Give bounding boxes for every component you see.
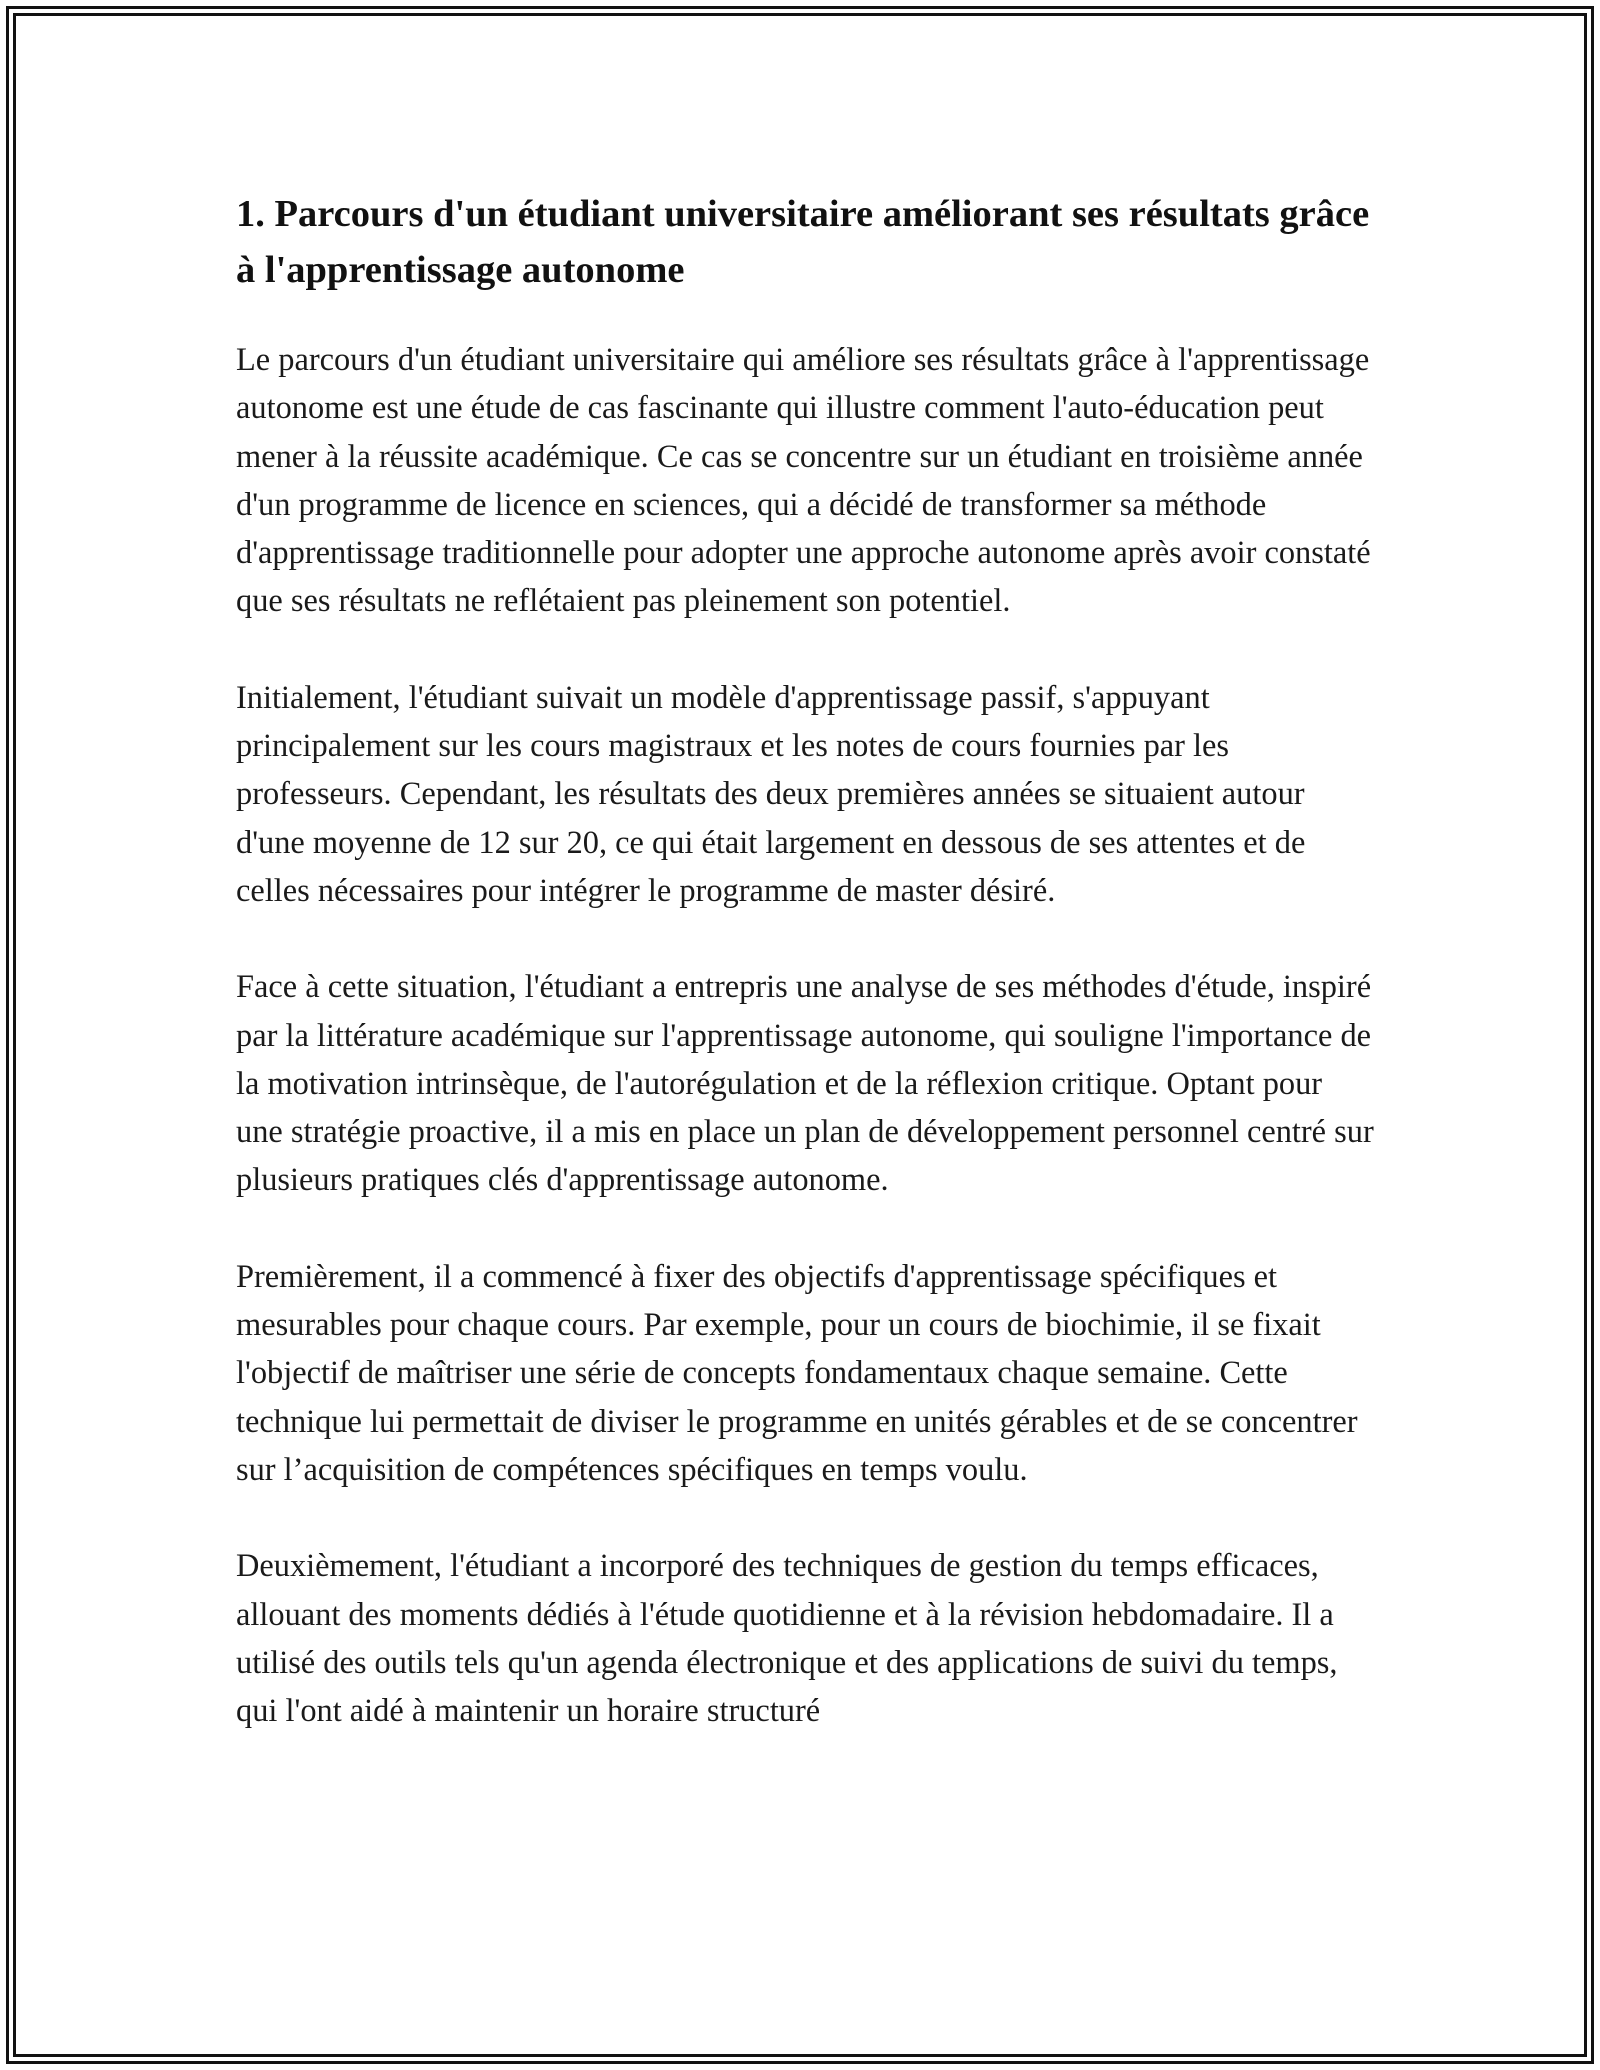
paragraph-analysis: Face à cette situation, l'étudiant a entrepris une analyse de ses méthodes d'étude, inspiré par la littérature académique sur l'apprentissage autonome, qui souligne l'importance de la motivation intrinsèque, de l'autorégulation et de la réflexion critique. Optant pour une stratégie proactive, il a mis en place un plan de développement personnel centré sur plusieurs pratiques clés d'apprentissage autonome. [236, 969, 1374, 1199]
paragraph-first-practice: Premièrement, il a commencé à fixer des objectifs d'apprentissage spécifiques et mesurables pour chaque cours. Par exemple, pour un cours de biochimie, il se fixait l'objectif de maîtriser une série de concepts fondamentaux chaque semaine. Cette technique lui permettait de diviser le programme en unités gérables et de se concentrer sur l’acquisition de compétences spécifiques en temps voulu. [236, 1258, 1358, 1488]
document-body [236, 186, 1376, 1783]
paragraph-second-practice: Deuxièmement, l'étudiant a incorporé des techniques de gestion du temps efficaces, allouant des moments dédiés à l'étude quotidienne et à la révision hebdomadaire. Il a utilisé des outils tels qu'un agenda électronique et des applications de suivi du temps, qui l'ont aidé à maintenir un horaire structuré [236, 1548, 1338, 1730]
paragraph-initial-situation: Initialement, l'étudiant suivait un modèle d'apprentissage passif, s'appuyant principalement sur les cours magistraux et les notes de cours fournies par les professeurs. Cependant, les résultats des deux premières années se situaient autour d'une moyenne de 12 sur 20, ce qui était largement en dessous de ses attentes et de celles nécessaires pour intégrer le programme de master désiré. [236, 679, 1306, 909]
paragraph-intro: Le parcours d'un étudiant universitaire qui améliore ses résultats grâce à l'apprentissage autonome est une étude de cas fascinante qui illustre comment l'auto-éducation peut mener à la réussite académique. Ce cas se concentre sur un étudiant en troisième année d'un programme de licence en sciences, qui a décidé de transformer sa méthode d'apprentissage traditionnelle pour adopter une approche autonome après avoir constaté que ses résultats ne reflétaient pas pleinement son potentiel. [236, 342, 1371, 620]
document-title: 1. Parcours d'un étudiant universitaire améliorant ses résultats grâce à l'apprentissage autonome [236, 193, 1370, 291]
